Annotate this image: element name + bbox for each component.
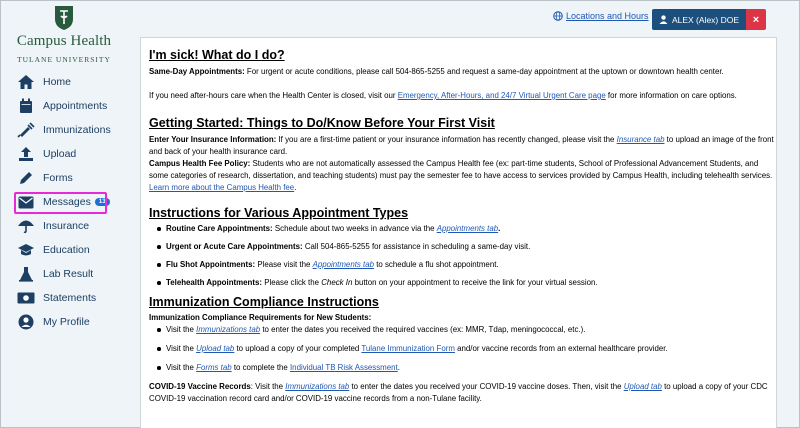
tulane-immunization-form-link[interactable]: Tulane Immunization Form	[361, 344, 455, 353]
appointments-tab-link[interactable]: Appointments tab	[436, 224, 499, 233]
insurance-info-label: Enter Your Insurance Information:	[149, 135, 277, 144]
covid-mid: to enter the dates you received your COVID-19 vaccine doses. Then, visit the	[349, 382, 624, 391]
after-hours-post: for more information on care options.	[605, 91, 737, 100]
sidebar-item-label: Insurance	[43, 220, 90, 232]
sidebar-item-my-profile[interactable]	[15, 311, 90, 333]
flu-pre: Please visit the	[255, 260, 313, 269]
tulane-shield-icon	[54, 5, 74, 31]
sidebar-item-label: Lab Result	[43, 268, 94, 280]
brand-name: Campus Health	[16, 33, 112, 49]
sidebar-item-label: Upload	[43, 148, 77, 160]
flu-appointments-tab-link[interactable]: Appointments tab	[312, 260, 375, 269]
same-day-label: Same-Day Appointments:	[149, 67, 245, 76]
messages-highlight	[14, 192, 107, 214]
list-item	[157, 362, 774, 374]
sidebar	[1, 1, 127, 427]
sidebar-item-label: Forms	[43, 172, 73, 184]
fee-policy-label: Campus Health Fee Policy:	[149, 159, 251, 168]
tb-risk-assessment-link[interactable]: Individual TB Risk Assessment	[289, 363, 398, 372]
locations-and-hours-link[interactable]	[553, 11, 649, 21]
list-item	[157, 277, 774, 289]
tele-post: button on your appointment to receive the link for your virtual session.	[352, 278, 598, 287]
upload-tab-link[interactable]: Upload tab	[196, 344, 235, 353]
sidebar-item-label: Statements	[43, 292, 97, 304]
user-menu-button[interactable]	[652, 9, 746, 30]
fee-policy-text: Students who are not automatically assessed the Campus Health fee (ex: part-time students, School of Professional Advancement Students, and some categories of research, dissertation, and teaching students) must pay the semester fee to have access to services provided by Campus Health, including telehealth services.	[149, 159, 773, 180]
i3-post: .	[397, 363, 400, 372]
home-icon	[15, 73, 37, 91]
globe-icon	[553, 11, 563, 21]
tele-pre: Please click the	[262, 278, 322, 287]
i2-post: and/or vaccine records from an external healthcare provider.	[454, 344, 668, 353]
logout-close-button[interactable]	[746, 9, 766, 30]
insurance-info-pre: If you are a first-time patient or your insurance information has recently changed, please visit the	[276, 135, 617, 144]
locations-link-label: Locations and Hours	[566, 11, 649, 21]
covid-label: COVID-19 Vaccine Records	[149, 382, 251, 391]
routine-pre: Schedule about two weeks in advance via the	[272, 224, 437, 233]
list-item	[157, 259, 774, 271]
same-day-paragraph	[149, 66, 774, 78]
brand-subtitle: TULANE UNIVERSITY	[17, 55, 111, 64]
same-day-text: For urgent or acute conditions, please call 504-865-5255 and request a same-day appointment at the uptown or downtown health center.	[244, 67, 724, 76]
routine-post: .	[498, 224, 501, 233]
sidebar-item-label: Immunizations	[43, 124, 111, 136]
unread-count-badge: 13	[95, 198, 110, 206]
user-circle-icon	[15, 313, 37, 331]
insurance-info-paragraph	[149, 134, 774, 158]
covid-upload-tab-link[interactable]: Upload tab	[623, 382, 662, 391]
umbrella-icon	[15, 217, 37, 235]
sidebar-item-label: Appointments	[43, 100, 108, 112]
covid-post: to upload a copy of your CDC COVID-19 vaccination record card and/or COVID-19 vaccine records from a non-Tulane facility.	[149, 382, 768, 403]
i1-pre: Visit the	[166, 325, 197, 334]
sidebar-item-home[interactable]	[15, 71, 71, 93]
i2-pre: Visit the	[166, 344, 197, 353]
section-title-immunization: Immunization Compliance Instructions	[149, 295, 379, 309]
fee-policy-post: .	[294, 183, 297, 192]
list-item	[157, 241, 774, 253]
main-content	[140, 37, 777, 428]
sidebar-item-education[interactable]	[15, 239, 90, 261]
immunization-requirements-heading	[149, 312, 774, 324]
flask-icon	[15, 265, 37, 283]
section-title-appointment-types: Instructions for Various Appointment Types	[149, 206, 409, 220]
sidebar-item-label: Messages	[43, 196, 91, 208]
money-bill-icon	[15, 289, 37, 307]
i1-post: to enter the dates you received the required vaccines (ex: MMR, Tdap, meningococcal, etc.).	[260, 325, 586, 334]
covid-records-paragraph	[149, 381, 774, 405]
covid-immunizations-tab-link[interactable]: Immunizations tab	[285, 382, 350, 391]
pencil-icon	[15, 169, 37, 187]
sidebar-item-label: Education	[43, 244, 90, 256]
close-icon: ×	[752, 13, 760, 26]
appointment-types-list	[157, 223, 774, 289]
section-title-sick: I'm sick! What do I do?	[149, 48, 285, 62]
urgent-label: Urgent or Acute Care Appointments:	[166, 242, 303, 251]
sidebar-item-immunizations[interactable]	[15, 119, 111, 141]
graduation-cap-icon	[15, 241, 37, 259]
sidebar-item-label: My Profile	[43, 316, 90, 328]
sidebar-item-appointments[interactable]	[15, 95, 107, 117]
logo[interactable]	[1, 5, 127, 64]
fee-policy-paragraph	[149, 158, 774, 194]
covid-pre: : Visit the	[250, 382, 286, 391]
syringe-icon	[15, 121, 37, 139]
user-icon	[659, 15, 668, 24]
after-hours-paragraph	[149, 90, 774, 102]
list-item	[157, 324, 774, 336]
sidebar-item-forms[interactable]	[15, 167, 73, 189]
list-item	[157, 223, 774, 235]
flu-label: Flu Shot Appointments:	[166, 260, 256, 269]
sidebar-item-label: Home	[43, 76, 72, 88]
tele-label: Telehealth Appointments:	[166, 278, 263, 287]
sidebar-item-insurance[interactable]	[15, 215, 89, 237]
requirements-label: Immunization Compliance Requirements for New Students:	[149, 313, 372, 322]
user-name: ALEX (Alex) DOE	[671, 14, 740, 25]
section-title-getting-started: Getting Started: Things to Do/Know Before Your First Visit	[149, 116, 495, 130]
routine-label: Routine Care Appointments:	[166, 224, 273, 233]
list-item	[157, 343, 774, 355]
upload-icon	[15, 145, 37, 163]
sidebar-item-upload[interactable]	[15, 143, 76, 165]
sidebar-item-lab-result[interactable]	[15, 263, 93, 285]
sidebar-item-statements[interactable]	[15, 287, 96, 309]
check-in-text: Check In	[321, 278, 353, 287]
emergency-care-link[interactable]: Emergency, After-Hours, and 24/7 Virtual Urgent Care page	[397, 91, 606, 100]
urgent-text: Call 504-865-5255 for assistance in scheduling a same-day visit.	[302, 242, 531, 251]
forms-tab-link[interactable]: Forms tab	[196, 363, 232, 372]
i2-mid: to upload a copy of your completed	[234, 344, 362, 353]
campus-health-fee-link[interactable]: Learn more about the Campus Health fee	[149, 183, 295, 192]
immunizations-tab-link[interactable]: Immunizations tab	[196, 325, 261, 334]
after-hours-pre: If you need after-hours care when the Health Center is closed, visit our	[149, 91, 398, 100]
calendar-icon	[15, 97, 37, 115]
insurance-tab-link[interactable]: Insurance tab	[616, 135, 665, 144]
flu-post: to schedule a flu shot appointment.	[374, 260, 499, 269]
insurance-info-post: to upload an image of the front and back of your health insurance card.	[149, 135, 774, 156]
immunization-list	[157, 324, 774, 374]
i3-pre: Visit the	[166, 363, 197, 372]
i3-mid: to complete the	[231, 363, 290, 372]
